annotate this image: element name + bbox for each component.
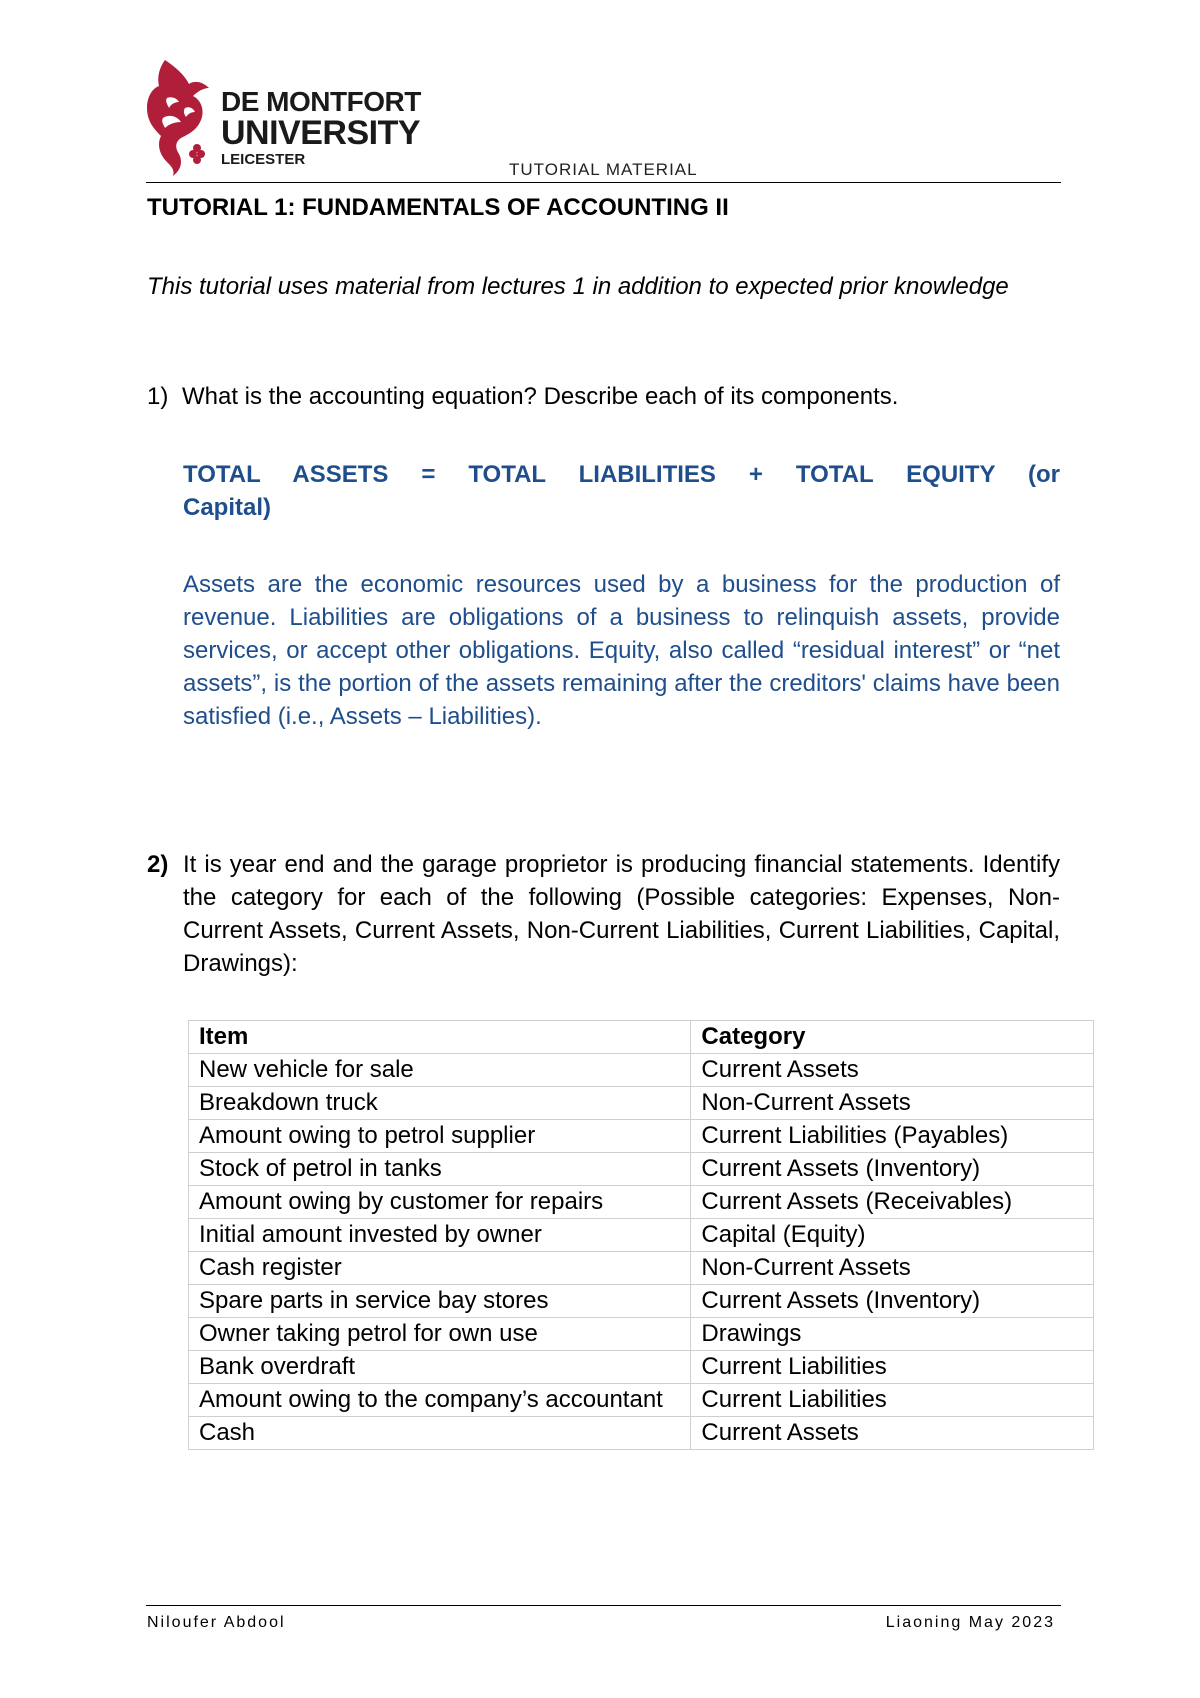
item-cell: Cash register: [189, 1252, 691, 1285]
table-row: [189, 1384, 1094, 1417]
table-row: [189, 1153, 1094, 1186]
category-table: [188, 1020, 1094, 1450]
category-cell: Drawings: [691, 1318, 1094, 1351]
table-row: [189, 1054, 1094, 1087]
table-row: [189, 1351, 1094, 1384]
griffin-emblem-icon: [145, 58, 215, 176]
item-cell: Breakdown truck: [189, 1087, 691, 1120]
table-row: [189, 1285, 1094, 1318]
university-logo: [145, 58, 425, 178]
question-1-number: 1): [147, 383, 169, 410]
question-1-answer: Assets are the economic resources used by a business for the production of revenue. Liabilities are obligations of a business to relinquish assets, provide services, or accept other obligations. Equity, also called “residual interest” or “net assets”, is the portion of the assets remaining after the creditors' claims have been satisfied (i.e., Assets – Liabilities).: [183, 571, 1060, 730]
item-cell: Spare parts in service bay stores: [189, 1285, 691, 1318]
category-cell: Current Assets: [691, 1054, 1094, 1087]
item-cell: Amount owing to petrol supplier: [189, 1120, 691, 1153]
category-cell: Current Liabilities (Payables): [691, 1120, 1094, 1153]
footer-divider: [146, 1605, 1061, 1606]
page-title: TUTORIAL 1: FUNDAMENTALS OF ACCOUNTING II: [147, 194, 729, 221]
table-header-row: [189, 1021, 1094, 1054]
item-cell: Amount owing by customer for repairs: [189, 1186, 691, 1219]
footer-location-date: Liaoning May 2023: [885, 1614, 1055, 1631]
question-2-number: 2): [147, 851, 169, 878]
table-row: [189, 1417, 1094, 1450]
item-cell: Owner taking petrol for own use: [189, 1318, 691, 1351]
column-header-category: Category: [691, 1021, 1094, 1054]
column-header-item: Item: [189, 1021, 691, 1054]
logo-line-university: UNIVERSITY: [221, 114, 421, 152]
table-row: [189, 1120, 1094, 1153]
category-cell: Current Assets (Receivables): [691, 1186, 1094, 1219]
logo-line-leicester: LEICESTER: [221, 151, 306, 168]
category-cell: Current Assets: [691, 1417, 1094, 1450]
footer-author: Niloufer Abdool: [147, 1614, 286, 1631]
item-cell: Initial amount invested by owner: [189, 1219, 691, 1252]
accounting-equation: TOTAL ASSETS = TOTAL LIABILITIES + TOTAL EQUITY (or Capital): [183, 461, 1060, 521]
category-cell: Current Liabilities: [691, 1384, 1094, 1417]
question-1-text: What is the accounting equation? Describe each of its components.: [182, 383, 899, 410]
question-2-text: It is year end and the garage proprietor is producing financial statements. Identify the category for each of the following (Possible categories: Expenses, Non-Current Assets, Current Assets, Non-Current Liabilities, Current Liabilities, Capital, Drawings):: [183, 851, 1060, 977]
logo-line-de-montfort: DE MONTFORT: [221, 86, 421, 117]
table-row: [189, 1087, 1094, 1120]
item-cell: Cash: [189, 1417, 691, 1450]
header-divider: [146, 182, 1061, 183]
category-cell: Current Assets (Inventory): [691, 1285, 1094, 1318]
category-cell: Non-Current Assets: [691, 1087, 1094, 1120]
item-cell: New vehicle for sale: [189, 1054, 691, 1087]
question-1: [147, 383, 898, 411]
logo-wordmark: [221, 88, 421, 167]
item-cell: Amount owing to the company’s accountant: [189, 1384, 691, 1417]
category-cell: Non-Current Assets: [691, 1252, 1094, 1285]
table-row: [189, 1252, 1094, 1285]
table-row: [189, 1318, 1094, 1351]
table-row: [189, 1219, 1094, 1252]
item-cell: Stock of petrol in tanks: [189, 1153, 691, 1186]
category-cell: Capital (Equity): [691, 1219, 1094, 1252]
table-row: [189, 1186, 1094, 1219]
header-label: TUTORIAL MATERIAL: [509, 160, 698, 179]
category-cell: Current Assets (Inventory): [691, 1153, 1094, 1186]
intro-text: This tutorial uses material from lectures 1 in addition to expected prior knowledge: [147, 273, 1009, 300]
category-cell: Current Liabilities: [691, 1351, 1094, 1384]
item-cell: Bank overdraft: [189, 1351, 691, 1384]
